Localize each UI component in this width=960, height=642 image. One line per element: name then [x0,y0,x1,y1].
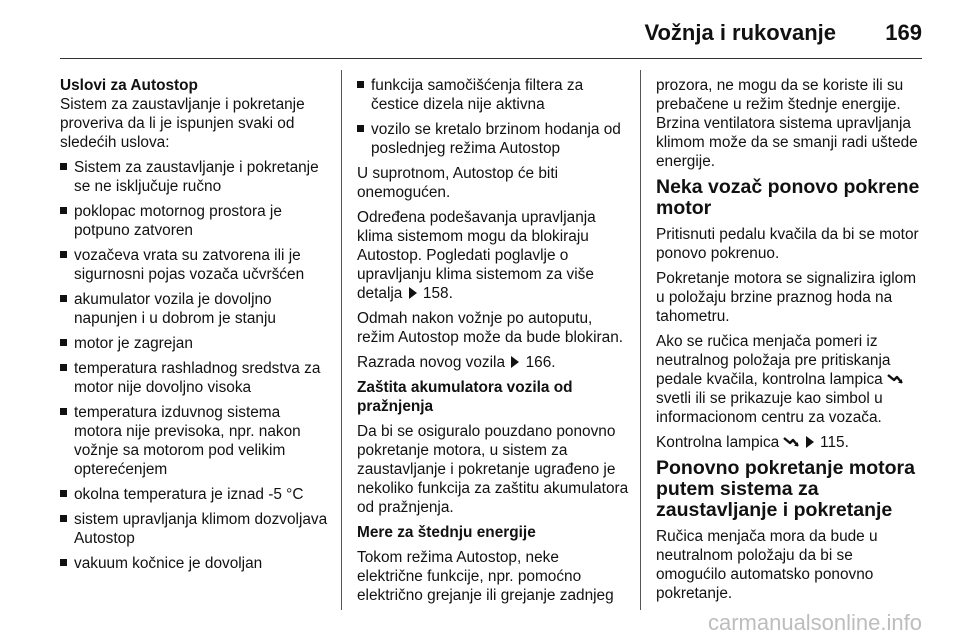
page-header [60,14,922,54]
section-heading-driver-restart: Neka vozač ponovo pokrene motor [656,176,920,219]
column-divider-2 [640,70,641,610]
bullet-square-icon [60,339,67,346]
list-item: temperatura izduvnog sistema motora nije previsoka, npr. nakon vožnje sa motorom pod velikim opterećenjem [60,403,332,479]
bullet-square-icon [60,408,67,415]
bullet-square-icon [60,490,67,497]
page-reference-icon [409,287,417,299]
paragraph: Razrada novog vozila 166. [357,354,556,371]
conditions-list-continued [357,76,629,158]
paragraph: Ako se ručica menjača pomeri iz neutralnog položaja pre pritiskanja pedale kvačila, kontrolna lampica svetli ili se prikazuje kao simbol u informacionom centru za vozača. [656,332,922,427]
list-item: vozilo se kretalo brzinom hodanja od poslednjeg režima Autostop [357,120,629,158]
paragraph: Tokom režima Autostop, neke električne funkcije, npr. pomoćno električno grejanje ili grejanje zadnjeg [357,549,614,604]
page-reference-icon [806,436,814,448]
column-1 [60,76,332,579]
page-reference-icon [511,356,519,368]
page-reference[interactable]: 115. [820,434,849,451]
conditions-list [60,158,332,573]
paragraph: prozora, ne mogu da se koriste ili su prebačene u režim štednje energije. Brzina ventilatora sistema upravljanja klimom može da se smanji radi uštede energije. [656,77,918,170]
paragraph: Da bi se osiguralo pouzdano ponovno pokretanje motora, u sistem za zaustavljanje i pokretanje ugrađeno je nekoliko funkcija za zaštitu akumulatora od pražnjenja. [357,423,629,516]
paragraph: Pokretanje motora se signalizira iglom u položaju brzine praznog hoda na tahometru. [656,270,917,325]
bullet-square-icon [60,207,67,214]
paragraph: Pritisnuti pedalu kvačila da bi se motor ponovo pokrenuo. [656,226,919,262]
watermark: carmanualsonline.info [707,610,922,635]
bullet-square-icon [60,251,67,258]
header-rule [60,58,922,59]
list-item: temperatura rashladnog sredstva za motor nije dovoljno visoka [60,359,332,397]
conditions-intro: Uslovi za Autostop Sistem za zaustavljanje i pokretanje proveriva da li je ispunjen svaki od sledećih uslova: [60,77,305,151]
bullet-square-icon [60,559,67,566]
subheading-battery-protection: Zaštita akumulatora vozila od pražnjenja [357,379,573,415]
paragraph: U suprotnom, Autostop će biti onemogućen. [357,165,559,201]
autostop-indicator-icon [887,373,903,385]
paragraph: Ručica menjača mora da bude u neutralnom položaju da bi se omogućilo automatsko ponovno pokretanje. [656,528,878,602]
column-3 [656,76,922,609]
bullet-square-icon [357,125,364,132]
list-item: poklopac motornog prostora je potpuno zatvoren [60,202,332,240]
bullet-square-icon [60,515,67,522]
paragraph: Kontrolna lampica 115. [656,434,849,451]
bullet-square-icon [60,163,67,170]
bullet-square-icon [60,295,67,302]
section-heading-autostop-conditions: Uslovi za Autostop [60,77,198,94]
list-item: okolna temperatura je iznad -5 °C [60,485,332,504]
list-item: vakuum kočnice je dovoljan [60,554,332,573]
list-item: vozačeva vrata su zatvorena ili je sigurnosni pojas vozača učvršćen [60,246,332,284]
autostop-indicator-icon [783,436,799,448]
list-item: funkcija samočišćenja filtera za čestice dizela nije aktivna [357,76,629,114]
page-number: 169 [885,20,922,45]
bullet-square-icon [60,364,67,371]
section-heading-system-restart: Ponovno pokretanje motora putem sistema za zaustavljanje i pokretanje [656,457,915,521]
list-item: sistem upravljanja klimom dozvoljava Autostop [60,510,332,548]
chapter-title: Vožnja i rukovanje [644,20,836,45]
list-item: akumulator vozila je dovoljno napunjen i u dobrom je stanju [60,290,332,328]
paragraph: Određena podešavanja upravljanja klima sistemom mogu da blokiraju Autostop. Pogledati poglavlje o upravljanju klima sistemom za više detalja 158. [357,209,596,302]
subheading-energy-saving: Mere za štednju energije [357,524,536,541]
column-divider-1 [341,70,342,610]
list-item: Sistem za zaustavljanje i pokretanje se ne isključuje ručno [60,158,332,196]
page-reference[interactable]: 158. [422,285,453,302]
column-2 [357,76,629,611]
paragraph: Odmah nakon vožnje po autoputu, režim Autostop može da bude blokiran. [357,310,624,346]
list-item: motor je zagrejan [60,334,332,353]
bullet-square-icon [357,81,364,88]
page-reference[interactable]: 166. [525,354,556,371]
